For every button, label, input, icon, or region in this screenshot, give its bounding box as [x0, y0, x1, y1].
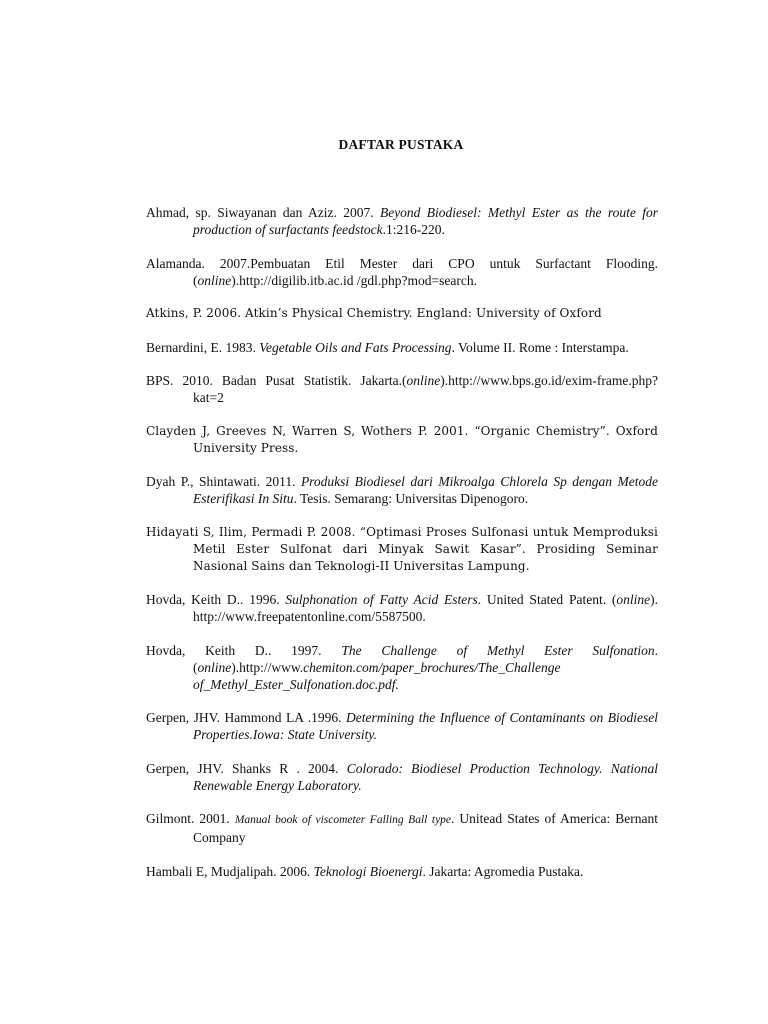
- reference-italic-text: Determining the Influence of Contaminants on Biodiesel Properties.Iowa: State University.: [193, 710, 658, 742]
- reference-text: Hambali E, Mudjalipah. 2006.: [146, 863, 314, 879]
- reference-entry: [146, 305, 658, 322]
- reference-italic-text: Beyond Biodiesel: Methyl Ester as the route for production of surfactants feedstock: [193, 205, 658, 237]
- reference-text: . Jakarta: Agromedia Pustaka.: [422, 863, 584, 879]
- reference-entry: [146, 339, 658, 356]
- reference-italic-text: online: [197, 659, 232, 675]
- reference-text: BPS. 2010. Badan Pusat Statistik. Jakarta.(: [146, 373, 407, 388]
- reference-italic-text: Produksi Biodiesel dari Mikroalga Chlorela Sp dengan Metode Esterifikasi In Situ: [193, 474, 659, 506]
- reference-entry: [146, 810, 658, 846]
- reference-italic-text: online: [197, 272, 232, 288]
- reference-italic-text: online: [406, 373, 441, 388]
- reference-text: Alamanda. 2007.Pembuatan Etil Mester dari CPO untuk Surfactant Flooding.(: [146, 255, 658, 288]
- reference-text: Ahmad, sp. Siwayanan dan Aziz. 2007.: [146, 205, 380, 220]
- reference-italic-text: Manual book of viscometer Falling Ball type: [234, 814, 452, 826]
- reference-entry: [146, 642, 658, 693]
- reference-italic-text: online: [616, 592, 651, 607]
- reference-italic-text: Sulphonation of Fatty Acid Esters: [285, 592, 478, 607]
- reference-text: Gerpen, JHV. Hammond LA .1996.: [146, 710, 347, 725]
- reference-list: [146, 204, 658, 896]
- reference-text: Hovda, Keith D.. 1996.: [146, 592, 286, 607]
- reference-text: Bernardini, E. 1983.: [146, 339, 260, 355]
- reference-italic-text: Vegetable Oils and Fats Processing: [259, 339, 452, 355]
- reference-text: . Unitead States of America: Bernant Company: [193, 811, 658, 845]
- reference-text: Hidayati S, Ilim, Permadi P. 2008. “Optimasi Proses Sulfonasi untuk Memproduksi Metil Ester Sulfonat dari Minyak Sawit Kasar”. Prosiding Seminar Nasional Sains dan Teknologi-II Universitas Lampung.: [146, 524, 658, 573]
- reference-text: Atkins, P. 2006. Atkin’s Physical Chemistry. England: University of Oxford: [146, 306, 602, 320]
- reference-entry: [146, 473, 658, 507]
- reference-text: Dyah P., Shintawati. 2011.: [146, 474, 301, 489]
- reference-entry: [146, 863, 658, 880]
- reference-entry: [146, 524, 658, 575]
- reference-text: . United Stated Patent. (: [477, 592, 617, 607]
- reference-text: ).http://www.bps.go.id/exim-frame.php?kat=2: [193, 373, 658, 405]
- reference-entry: [146, 204, 658, 238]
- reference-text: . Tesis. Semarang: Universitas Dipenogoro.: [293, 491, 529, 506]
- reference-text: . Volume II. Rome : Interstampa.: [451, 339, 629, 355]
- reference-text: Gilmont. 2001.: [146, 811, 235, 826]
- reference-text: .(: [193, 642, 658, 675]
- reference-text: Hovda, Keith D.. 1997.: [146, 642, 342, 658]
- reference-italic-text: Teknologi Bioenergi: [313, 863, 423, 879]
- page-title: DAFTAR PUSTAKA: [338, 137, 464, 152]
- reference-entry: [146, 709, 658, 743]
- reference-entry: [146, 760, 658, 794]
- reference-text: ).http://www.: [231, 659, 304, 675]
- reference-entry: [146, 423, 658, 457]
- reference-text: .1:216-220.: [382, 222, 445, 237]
- reference-entry: [146, 255, 658, 289]
- reference-entry: [146, 372, 658, 406]
- reference-italic-text: The Challenge of Methyl Ester Sulfonation: [341, 642, 655, 658]
- reference-italic-text: Colorado: Biodiesel Production Technology. National Renewable Energy Laboratory.: [193, 760, 659, 793]
- reference-italic-text: chemiton.com/paper_brochures/The_Challenge of_Methyl_Ester_Sulfonation.doc.pdf.: [193, 659, 561, 692]
- reference-entry: [146, 591, 658, 625]
- reference-text: ). http://www.freepatentonline.com/5587500.: [193, 592, 658, 624]
- reference-text: ).http://digilib.itb.ac.id /gdl.php?mod=search.: [231, 272, 477, 288]
- reference-text: Gerpen, JHV. Shanks R . 2004.: [146, 760, 347, 776]
- reference-text: Clayden J, Greeves N, Warren S, Wothers P. 2001. “Organic Chemistry”. Oxford University Press.: [146, 423, 658, 455]
